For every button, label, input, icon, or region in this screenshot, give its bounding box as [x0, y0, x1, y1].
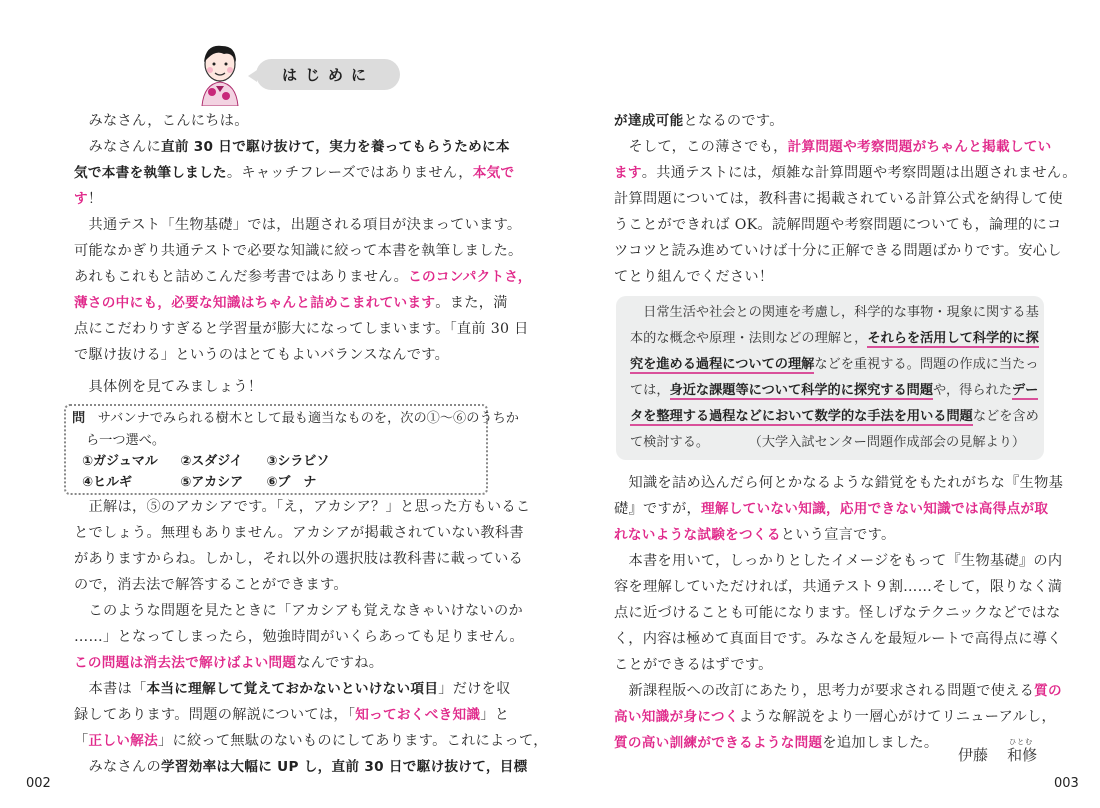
text-line [630, 326, 1039, 352]
right-paragraphs-bottom [614, 470, 1063, 756]
body-text: 」だけを収 [438, 681, 511, 697]
body-text: 。また，満 [435, 295, 508, 311]
author-avatar-icon [196, 42, 244, 106]
text-line [614, 626, 1063, 652]
highlight-text: このコンパクトさ， [408, 269, 532, 285]
body-text: このような問題を見たときに「アカシアも覚えなきゃいけないのか [74, 603, 523, 619]
choice-4: ④ヒルギ [82, 475, 133, 490]
text-line [614, 522, 1063, 548]
text-line [614, 186, 1077, 212]
body-text: という宣言です。 [780, 527, 896, 543]
example-intro: 具体例を見てみましょう！ [74, 379, 263, 395]
body-text: 容を理解していただければ，共通テスト９割……そして，限りなく満 [614, 579, 1063, 595]
text-line [614, 238, 1077, 264]
question-text [72, 408, 519, 430]
text-line [630, 378, 1038, 404]
author-given-name: 和修 [1007, 746, 1038, 764]
body-text: て検討する。 （大学入試センター問題作成部会の見解より） [630, 435, 1026, 450]
highlight-text: 理解していない知識，応用できない知識では高得点が取 [700, 501, 1049, 517]
text-line [74, 702, 548, 728]
body-text: などを重視する。問題の作成に当たっ [814, 357, 1039, 372]
question-line-2: ら一つ選べ。 [86, 433, 166, 448]
body-text: ……」となってしまったら，勉強時間がいくらあっても足りません。 [74, 629, 524, 645]
text-line [74, 650, 548, 676]
text-line [614, 600, 1063, 626]
text-line [74, 238, 532, 264]
author-family-name: 伊藤 [958, 746, 989, 764]
body-text: ので，消去法で解答することができます。 [74, 577, 348, 593]
body-text: みなさん，こんにちは。 [74, 113, 249, 129]
body-text: みなさんの [74, 759, 161, 775]
underlined-text: 身近な課題等について科学的に探究する問題 [669, 383, 934, 398]
body-text: 本書は「 [74, 681, 147, 697]
body-text: を追加しました。 [822, 735, 939, 751]
body-text: 可能なかぎり共通テストで必要な知識に絞って本書を執筆しました。 [74, 243, 523, 259]
text-line [614, 548, 1063, 574]
text-line [74, 186, 532, 212]
body-text: 本書を用いて，しっかりとしたイメージをもって『生物基礎』の内 [614, 553, 1063, 569]
question-label: 問 [72, 411, 86, 426]
body-text: ことができるはずです。 [614, 657, 773, 673]
body-text: ！ [87, 191, 103, 207]
body-text: ツコツと読み進めていけば十分に正解できる問題ばかりです。安心し [614, 243, 1062, 259]
text-line [630, 404, 1039, 430]
author-signature [958, 738, 1038, 765]
text-line [614, 678, 1063, 704]
body-text: 。共通テストには，煩雑な計算問題や考察問題は出題されません。 [641, 165, 1077, 181]
text-line [614, 212, 1077, 238]
body-text: 正解は，⑤のアカシアです。「え，アカシア？」と思った方もいるこ [74, 499, 531, 515]
highlight-text: 質の高い訓練ができるような問題 [614, 735, 823, 751]
body-text: となるのです。 [683, 113, 784, 129]
body-text: 知識を詰め込んだら何とかなるような錯覚をもたれがちな『生物基 [614, 475, 1064, 491]
body-text: 。キャッチフレーズではありません， [226, 165, 473, 181]
body-text: 礎』ですが， [614, 501, 701, 517]
text-line [74, 316, 532, 342]
bold-text: 本当に理解して覚えておかないといけない項目 [146, 681, 439, 697]
choice-5: ⑤アカシア [180, 475, 244, 490]
question-line-1: サバンナでみられる樹木として最も適当なものを，次の①〜⑥のうちか [97, 411, 519, 426]
text-line [630, 300, 1039, 326]
author-given-name-wrap [1007, 738, 1038, 764]
highlight-text: 質の [1034, 683, 1062, 699]
text-line [74, 264, 532, 290]
text-line [74, 754, 548, 780]
body-text: そして，この薄さでも， [614, 139, 788, 155]
answer-paragraphs [74, 494, 548, 780]
body-text: 録してあります。問題の解説については，「 [74, 707, 356, 723]
text-line [614, 574, 1063, 600]
underlined-text: タを整理する過程などにおいて数学的な手法を用いる問題 [630, 409, 973, 424]
highlight-text: 正しい解法 [88, 733, 158, 749]
body-text: く，内容は極めて真面目です。みなさんを最短ルートで高得点に導く [614, 631, 1062, 647]
text-line [614, 264, 1077, 290]
author-ruby: ひとむ [1009, 738, 1034, 746]
highlight-text: す [74, 191, 88, 207]
text-line [614, 704, 1063, 730]
text-line [74, 546, 548, 572]
text-line [74, 572, 548, 598]
highlight-text: 計算問題や考察問題がちゃんと掲載してい [787, 139, 1052, 155]
text-line [74, 676, 548, 702]
choices-row-1 [82, 451, 329, 473]
bold-text: 学習効率は大幅に UP し，直前 30 日で駆け抜けて，目標 [160, 759, 528, 775]
body-text: なんですね。 [296, 655, 384, 671]
body-text: 」に絞って無駄のないものにしてあります。これによって， [157, 733, 548, 749]
body-text: 本的な概念や原理・法則などの理解と， [630, 331, 868, 346]
text-line [74, 494, 548, 520]
body-text: などを含め [972, 409, 1039, 424]
text-line [614, 134, 1077, 160]
body-text: 日常生活や社会との関連を考慮し，科学的な事物・現象に関する基 [630, 305, 1039, 320]
text-line [74, 598, 548, 624]
chapter-header [196, 42, 400, 106]
body-text: がありますからね。しかし，それ以外の選択肢は教科書に載っている [74, 551, 524, 567]
text-line [74, 342, 532, 368]
choice-3: ③シラビソ [266, 454, 330, 469]
choices-row-2 [82, 472, 316, 494]
bold-text: が達成可能 [614, 113, 684, 129]
text-line [614, 160, 1077, 186]
body-text: 共通テスト「生物基礎」では，出題される項目が決まっています。 [74, 217, 522, 233]
body-text: ような解説をより一層心がけてリニューアルし， [738, 709, 1056, 725]
text-line [74, 160, 532, 186]
text-line [74, 728, 548, 754]
body-text: 新課程版への改訂にあたり，思考力が要求される問題で使える [614, 683, 1035, 699]
choice-2: ②スダジイ [180, 454, 243, 469]
text-line [614, 470, 1063, 496]
highlight-text: 本気で [472, 165, 515, 181]
intro-paragraphs [74, 108, 532, 368]
body-text: や，得られた [933, 383, 1012, 398]
text-line [614, 496, 1063, 522]
body-text: で駆け抜ける」というのはとてもよいバランスなんです。 [74, 347, 450, 363]
highlight-text: 薄さの中にも，必要な知識はちゃんと詰めこまれています [74, 295, 436, 311]
body-text: ては， [630, 383, 670, 398]
text-line [74, 212, 532, 238]
text-line [630, 352, 1039, 378]
choice-6: ⑥ブ ナ [266, 475, 317, 490]
highlight-text: この問題は消去法で解けばよい問題 [74, 655, 297, 671]
underlined-text: 究を進める過程についての理解 [630, 357, 815, 372]
highlight-text: れないような試験をつくる [614, 527, 781, 543]
text-line [614, 108, 1077, 134]
text-line [74, 108, 532, 134]
body-text: てとり組んでください！ [614, 269, 774, 285]
body-text: うことができれば OK。読解問題や考察問題についても，論理的にコ [614, 217, 1062, 233]
underlined-text: それらを活用して科学的に探 [867, 331, 1039, 346]
text-line [74, 134, 532, 160]
text-line [74, 520, 548, 546]
body-text: 点にこだわりすぎると学習量が膨大になってしまいます。「直前 30 日 [74, 321, 529, 337]
body-text: 計算問題については，教科書に掲載されている計算公式を納得して使 [614, 191, 1063, 207]
text-line [614, 652, 1063, 678]
text-line [74, 290, 532, 316]
highlight-text: ます [614, 165, 642, 181]
highlight-text: 高い知識が身につく [614, 709, 739, 725]
text-line [630, 430, 1025, 456]
body-text: 」と [480, 707, 510, 723]
underlined-text: デー [1011, 383, 1039, 398]
body-text: みなさんに [74, 139, 161, 155]
page-number-right: 003 [1054, 776, 1079, 791]
body-text: とでしょう。無理もありません。アカシアが掲載されていない教科書 [74, 525, 524, 541]
bold-text: 気で本書を執筆しました [74, 165, 227, 181]
body-text: あれもこれもと詰めこんだ参考書ではありません。 [74, 269, 409, 285]
page-number-left: 002 [26, 776, 51, 791]
choice-1: ①ガジュマル [82, 454, 158, 469]
body-text: 「 [74, 733, 89, 749]
highlight-text: 知っておくべき知識 [355, 707, 481, 723]
chapter-title-bubble: はじめに [256, 59, 400, 90]
bold-text: 直前 30 日で駆け抜けて，実力を養ってもらうために本 [160, 139, 510, 155]
right-paragraphs-top [614, 108, 1077, 290]
text-line [74, 624, 548, 650]
body-text: 点に近づけることも可能になります。怪しげなテクニックなどではな [614, 605, 1061, 621]
